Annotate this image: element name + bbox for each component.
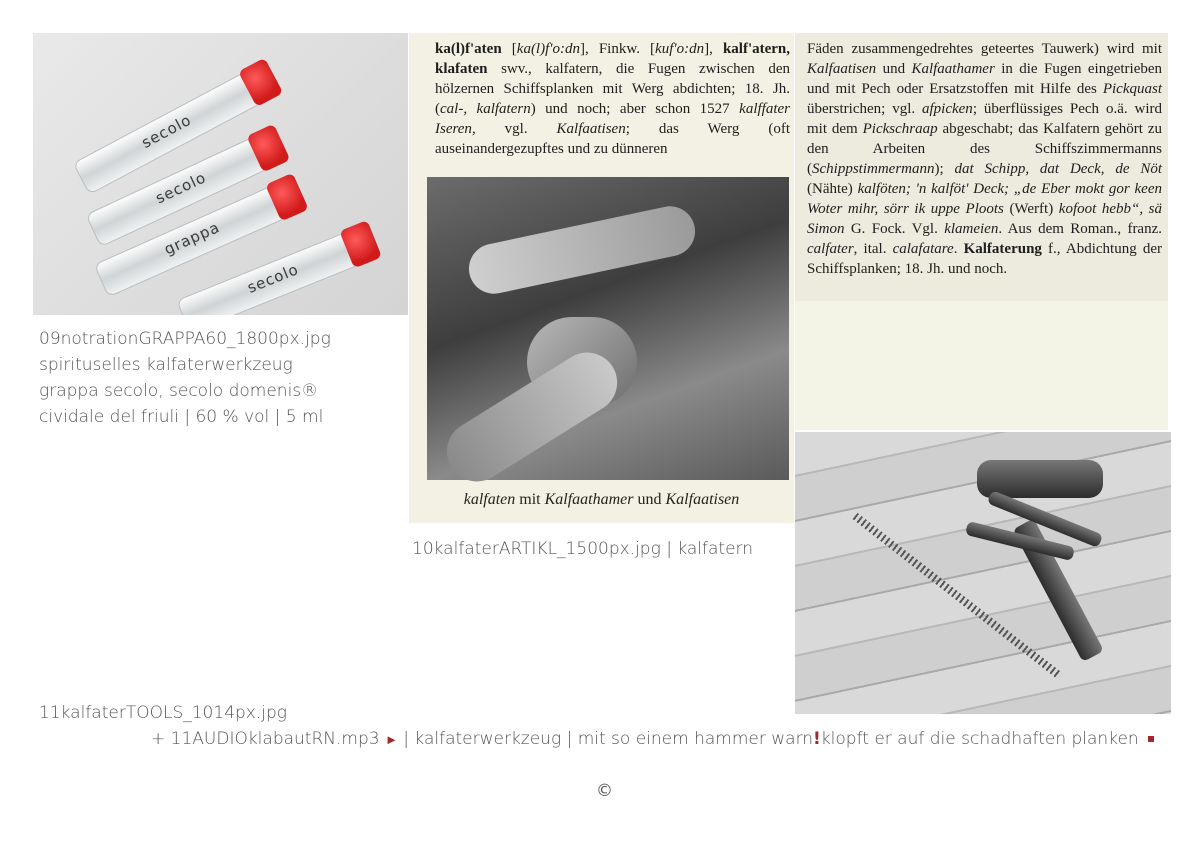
stop-icon[interactable]	[1148, 736, 1154, 742]
article-caption: 10kalfaterARTIKL_1500px.jpg | kalfatern	[412, 539, 754, 559]
audio-text-after: klopft er auf die schadhaften planken	[820, 729, 1139, 749]
pale-panel	[795, 301, 1168, 430]
audio-line	[151, 729, 1154, 749]
red-cap	[265, 173, 309, 222]
arm-shape	[464, 202, 699, 299]
tools-caption: 11kalfaterTOOLS_1014px.jpg	[39, 703, 287, 723]
play-icon[interactable]: ►	[384, 733, 398, 748]
exclamation-mark: !	[813, 729, 821, 749]
grappa-caption	[39, 326, 331, 430]
red-cap	[339, 220, 382, 268]
grappa-photo	[33, 33, 408, 315]
caption-line: 09notrationGRAPPA60_1800px.jpg	[39, 329, 331, 349]
red-cap	[246, 124, 290, 173]
caption-line: cividale del friuli | 60 % vol | 5 ml	[39, 407, 324, 427]
dictionary-scan	[795, 33, 1168, 301]
audio-file: + 11AUDIOklabautRN.mp3	[151, 729, 380, 749]
audio-text-before: | kalfaterwerkzeug | mit so einem hammer warn	[403, 729, 814, 749]
vial-label: secolo	[152, 168, 210, 208]
article-photo-caption: kalfaten mit Kalfaathamer und Kalfaatisen	[463, 491, 740, 508]
vial-label: secolo	[244, 260, 302, 297]
vial-label: grappa	[161, 218, 223, 259]
vial-label: secolo	[138, 110, 195, 152]
caption-line: grappa secolo, secolo domenis®	[39, 381, 319, 401]
article-scan	[409, 33, 794, 523]
red-cap	[238, 58, 283, 107]
article-text: ka(l)f'aten [ka(l)f'o:dn], Finkw. [kuf'o:dn], kalf'atern, klafaten swv., kalfatern, die Fugen zwischen den hölzernen Schiffsplanken mit Werg abdichten; 18. Jh. (cal-, kalfatern) und noch; aber schon 1527 kalffater Iseren, vgl. Kalfaatisen; das Werg (oft auseinandergezupftes und zu dünneren	[435, 41, 791, 157]
caulking-photo	[427, 177, 789, 480]
copyright-symbol: ©	[596, 781, 613, 801]
tools-photo	[795, 432, 1171, 714]
dictionary-text: Fäden zusammengedrehtes geteertes Tauwerk) wird mit Kalfaatisen und Kalfaathamer in die Fugen eingetrieben und mit Pech oder Ersatzstoffen mit Hilfe des Pickquast überstrichen; vgl. afpicken; überflüssiges Pech o.ä. wird mit dem Pickschraap abgeschabt; das Kalfatern gehört zu den Arbeiten des Schiffszimmermanns (Schippstimmermann); dat Schipp, dat Deck, de Nöt (Nähte) kalföten; 'n kalföt' Deck; „de Eber mokt gor keen Woter mihr, sörr ik uppe Ploots (Werft) kofoot hebb“, sä Simon G. Fock. Vgl. klameien. Aus dem Roman., franz. calfater, ital. calafatare. Kalfaterung f., Abdichtung der Schiffsplanken; 18. Jh. und noch.	[807, 41, 1163, 277]
caption-line: spirituselles kalfaterwerkzeug	[39, 355, 293, 375]
